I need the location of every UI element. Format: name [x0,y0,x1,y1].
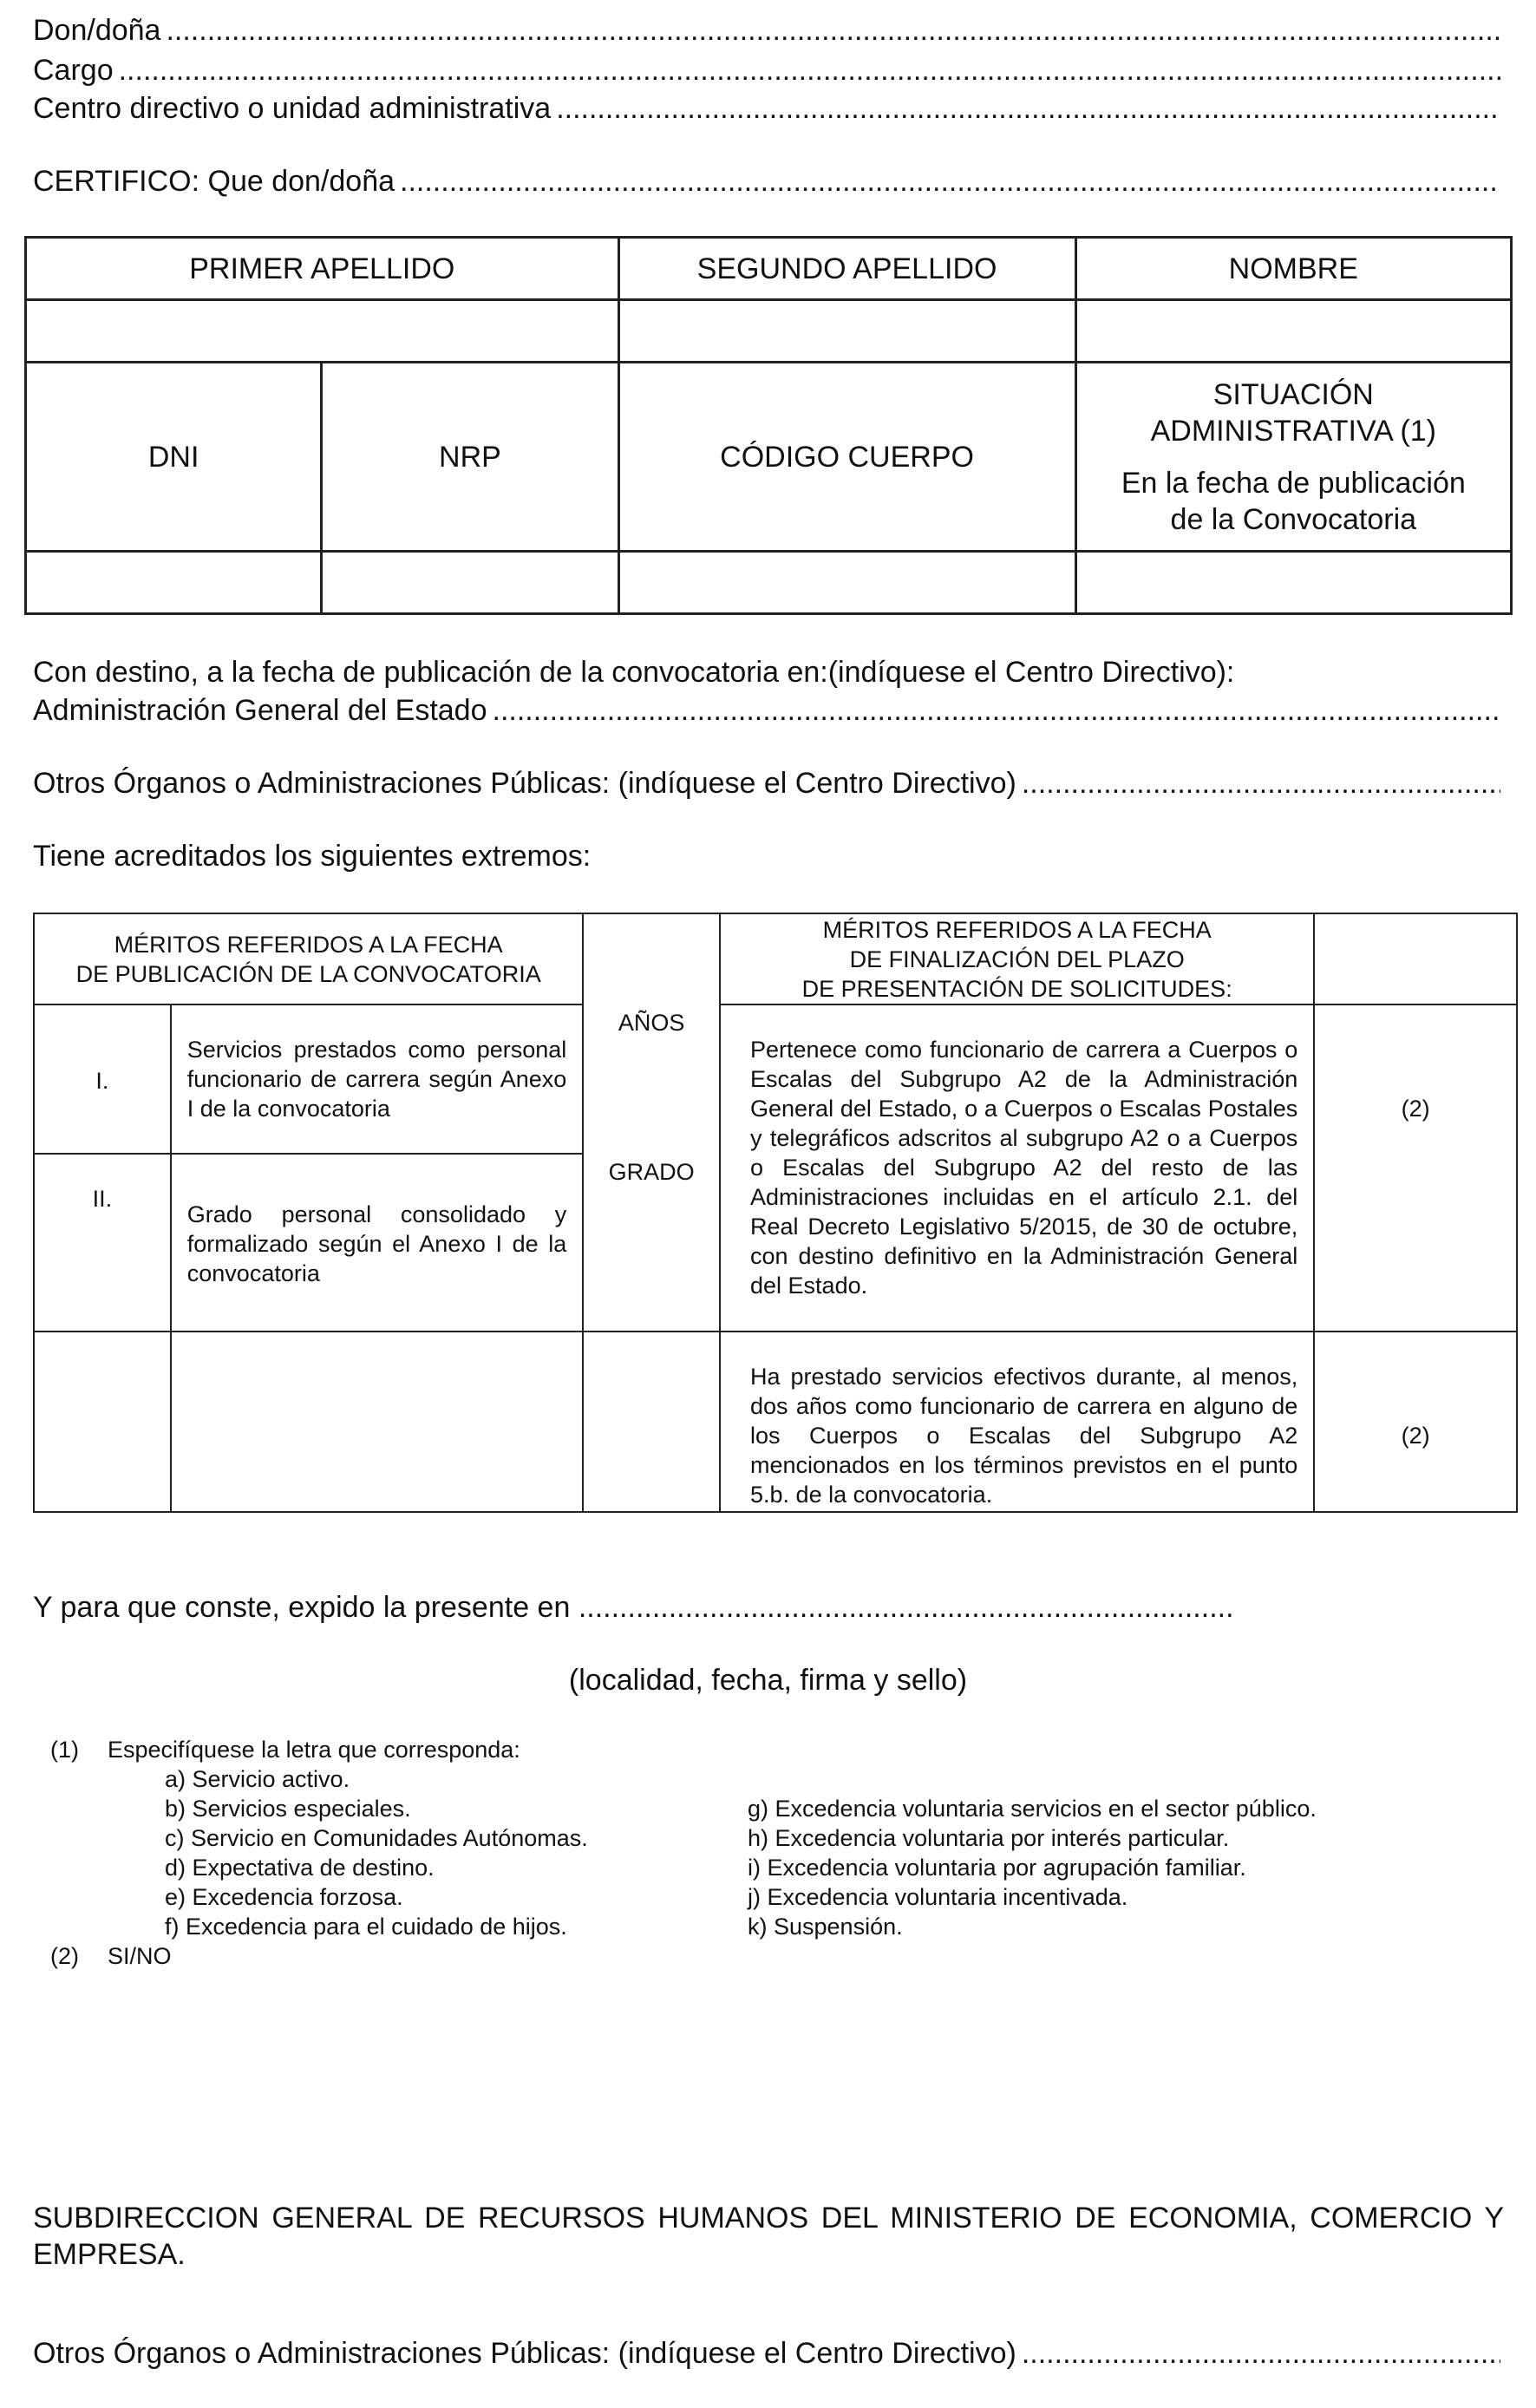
localidad-caption: (localidad, fecha, firma y sello) [568,1664,968,1697]
nrp-header: NRP [322,363,618,552]
certifico-field[interactable] [400,163,1500,200]
row-1-text: Servicios prestados como personal funcionario de carrera según Anexo I de la convocatoria [171,1004,584,1154]
certifico-line [33,163,1500,200]
meritos-table [33,913,1518,1513]
note-2-text: SI/NO [108,1943,172,1969]
centro-label: Centro directivo o unidad administrativa [33,92,552,125]
otros-label: Otros Órganos o Administraciones Públicas: (indíquese el Centro Directivo) [33,767,1016,800]
anos-label: AÑOS [618,1010,685,1036]
note-left-item: c) Servicio en Comunidades Autónomas. [165,1825,588,1851]
left-header-line-1: MÉRITOS REFERIDOS A LA FECHA [114,931,503,958]
segundo-apellido-cell[interactable] [618,300,1075,363]
note-1-number: (1) [50,1737,79,1763]
empty-cell-3 [583,1332,720,1512]
unit-column [583,913,720,1332]
centro-line [33,90,1500,127]
meritos-finalizacion-header [720,913,1314,1004]
note-left-item: d) Expectativa de destino. [165,1855,435,1881]
don-dona-field[interactable] [166,12,1500,49]
conste-line [33,1589,1234,1626]
situacion-header [1075,363,1511,552]
age-line [33,692,1500,729]
note-2-number: (2) [50,1943,79,1969]
grado-label: GRADO [608,1159,695,1185]
destino-intro: Con destino, a la fecha de publicación de la convocatoria en:(indíquese el Centro Directivo): [33,656,1235,689]
dni-cell[interactable] [26,552,322,614]
footer-otros-line [33,2335,1500,2372]
row-2-text: Grado personal consolidado y formalizado según el Anexo I de la convocatoria [171,1154,584,1332]
situacion-line-1: SITUACIÓN [1212,377,1374,411]
dni-header: DNI [26,363,322,552]
servicios-efectivos-text: Ha prestado servicios efectivos durante, al menos, dos años como funcionario de carrera en alguno de los Cuerpos o Escalas del Subgrupo A2 mencionados en los términos previstos en el punto 5.b. de la convocatoria. [720,1332,1314,1512]
note-right-item: h) Excedencia voluntaria por interés particular. [748,1825,1230,1851]
pertenece-text: Pertenece como funcionario de carrera a Cuerpos o Escalas del Subgrupo A2 de la Administración General del Estado, o a Cuerpos o Escalas Postales y telegráficos adscritos al subgrupo A2 o a Cuerpos o Escalas del Subgrupo A2 del resto de las Administraciones incluidas en el artículo 2.1. del Real Decreto Legislativo 5/2015, de 30 de octubre, con destino definitivo en la Administración General del Estado. [720,1004,1314,1332]
note-left-item: f) Excedencia para el cuidado de hijos. [165,1914,567,1940]
situacion-line-3: En la fecha de publicación [1121,466,1466,500]
tiene-acreditados: Tiene acreditados los siguientes extremos: [33,840,592,873]
conste-field[interactable] [578,1589,1234,1626]
codigo-cuerpo-header: CÓDIGO CUERPO [618,363,1075,552]
note-right-item: i) Excedencia voluntaria por agrupación familiar. [748,1855,1246,1881]
primer-apellido-cell[interactable] [26,300,619,363]
age-label: Administración General del Estado [33,694,487,727]
pertenece-mark[interactable]: (2) [1314,1004,1517,1332]
centro-field[interactable] [556,90,1500,127]
left-header-line-2: DE PUBLICACIÓN DE LA CONVOCATORIA [75,960,541,987]
subdireccion-title: SUBDIRECCION GENERAL DE RECURSOS HUMANOS DEL MINISTERIO DE ECONOMIA, COMERCIO Y EMPRESA. [33,2202,1504,2271]
identity-table [24,236,1513,615]
row-1-number: I. [34,1004,171,1154]
situacion-cell[interactable] [1075,552,1511,614]
note-left-item: a) Servicio activo. [165,1766,350,1792]
note-left-item: b) Servicios especiales. [165,1796,411,1822]
primer-apellido-header: PRIMER APELLIDO [26,238,619,300]
nrp-cell[interactable] [322,552,618,614]
note-left-item: e) Excedencia forzosa. [165,1884,403,1910]
don-dona-line [33,12,1500,49]
row-2-number: II. [34,1154,171,1332]
header-mark-cell [1314,913,1517,1004]
right-header-line-1: MÉRITOS REFERIDOS A LA FECHA [822,916,1212,943]
nombre-header: NOMBRE [1075,238,1511,300]
note-1-text: Especifíquese la letra que corresponda: [108,1737,520,1763]
cargo-field[interactable] [119,52,1500,88]
servicios-efectivos-mark[interactable]: (2) [1314,1332,1517,1512]
right-header-line-2: DE FINALIZACIÓN DEL PLAZO [849,946,1185,972]
note-right-item: j) Excedencia voluntaria incentivada. [748,1884,1128,1910]
right-header-line-3: DE PRESENTACIÓN DE SOLICITUDES: [801,975,1232,1002]
note-right-item: k) Suspensión. [748,1914,903,1940]
note-right-item: g) Excedencia voluntaria servicios en el sector público. [748,1796,1317,1822]
meritos-publicacion-header [34,913,583,1004]
nombre-cell[interactable] [1075,300,1511,363]
segundo-apellido-header: SEGUNDO APELLIDO [618,238,1075,300]
don-dona-label: Don/doña [33,14,161,47]
conste-label: Y para que conste, expido la presente en [33,1591,571,1624]
otros-line [33,765,1500,802]
certifico-label: CERTIFICO: Que don/doña [33,165,395,198]
empty-cell-2 [171,1332,584,1512]
cargo-line [33,52,1500,88]
codigo-cuerpo-cell[interactable] [618,552,1075,614]
empty-cell-1 [34,1332,171,1512]
situacion-line-2: ADMINISTRATIVA (1) [1150,414,1436,448]
otros-field[interactable] [1022,765,1500,802]
age-field[interactable] [493,692,1501,729]
cargo-label: Cargo [33,54,114,87]
footer-otros-field[interactable] [1022,2335,1500,2372]
situacion-line-4: de la Convocatoria [1170,502,1417,536]
footer-otros-label: Otros Órganos o Administraciones Públicas: (indíquese el Centro Directivo) [33,2337,1016,2370]
